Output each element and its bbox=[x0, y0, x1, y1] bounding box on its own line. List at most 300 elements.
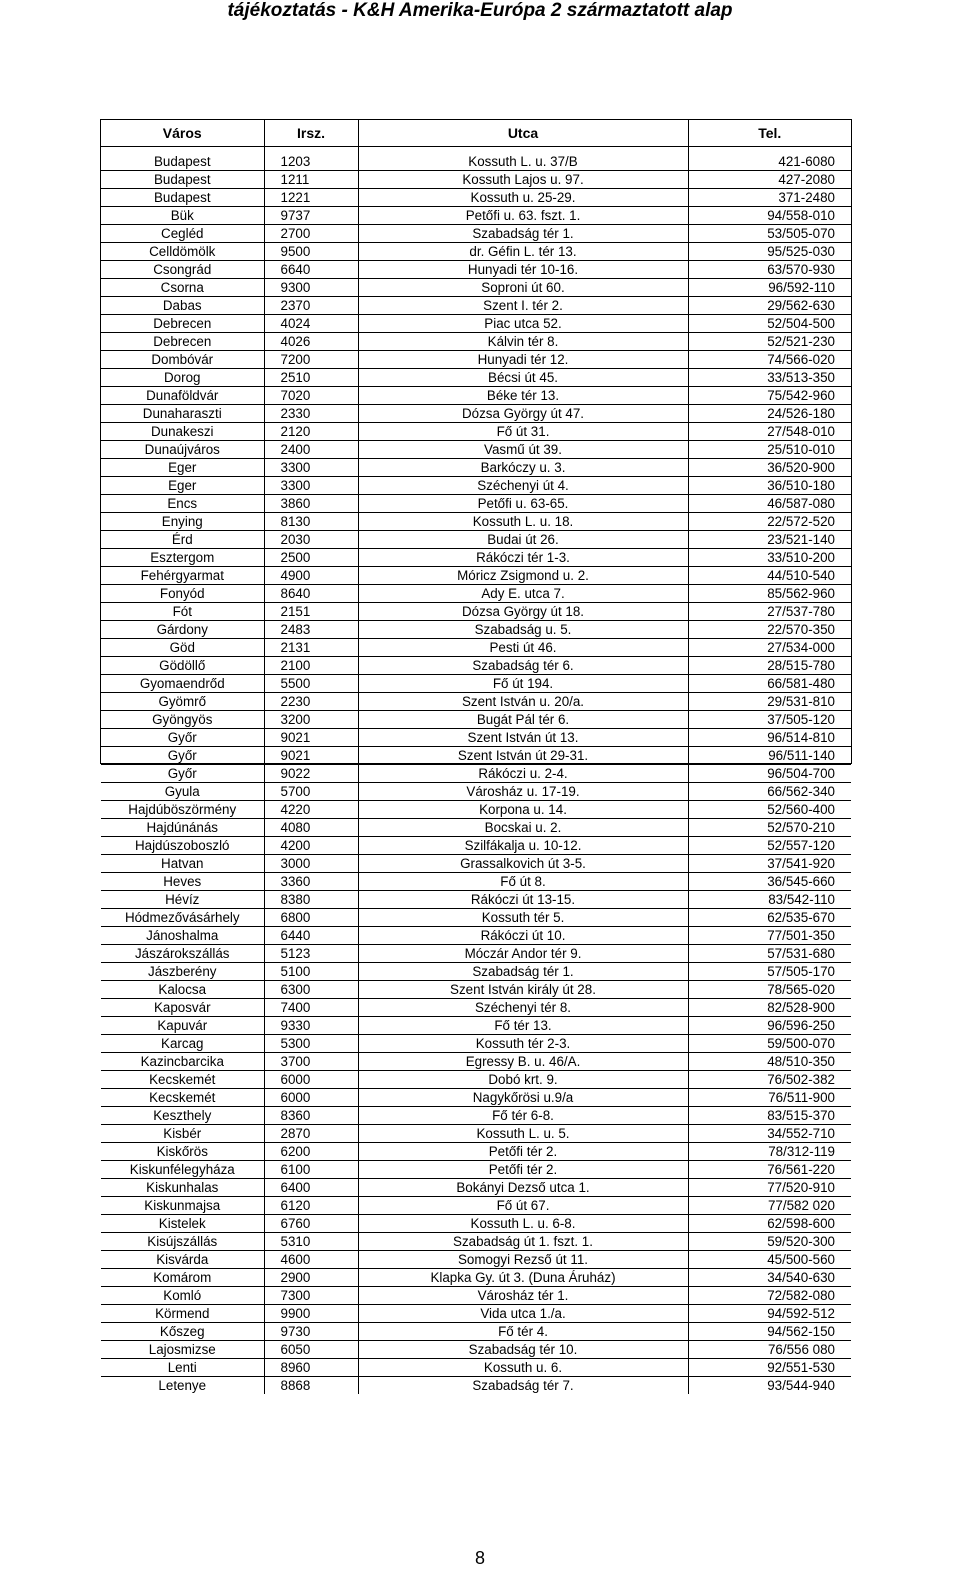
street-cell: Városház tér 1. bbox=[358, 1287, 688, 1305]
phone-cell: 94/562-150 bbox=[688, 1323, 851, 1341]
zip-cell: 9022 bbox=[264, 765, 358, 783]
city-cell: Hódmezővásárhely bbox=[101, 909, 264, 927]
table-row bbox=[101, 1035, 851, 1053]
table-row bbox=[101, 1053, 851, 1071]
city-cell: Kecskemét bbox=[101, 1071, 264, 1089]
table-row bbox=[101, 531, 851, 549]
city-cell: Jászberény bbox=[101, 963, 264, 981]
table-row bbox=[101, 1179, 851, 1197]
phone-cell: 37/505-120 bbox=[688, 711, 851, 729]
street-cell: Fő tér 13. bbox=[358, 1017, 688, 1035]
table-row bbox=[101, 909, 851, 927]
city-cell: Csongrád bbox=[101, 261, 264, 279]
table-row bbox=[101, 441, 851, 459]
table-row bbox=[101, 1269, 851, 1287]
city-cell: Gárdony bbox=[101, 621, 264, 639]
street-cell: Kossuth u. 6. bbox=[358, 1359, 688, 1377]
table-row bbox=[101, 189, 851, 207]
zip-cell: 8640 bbox=[264, 585, 358, 603]
street-cell: Szabadság tér 1. bbox=[358, 963, 688, 981]
phone-cell: 96/596-250 bbox=[688, 1017, 851, 1035]
phone-cell: 421-6080 bbox=[688, 153, 851, 171]
column-header-city: Város bbox=[101, 120, 264, 147]
city-cell: Érd bbox=[101, 531, 264, 549]
street-cell: Fő út 31. bbox=[358, 423, 688, 441]
phone-cell: 94/592-512 bbox=[688, 1305, 851, 1323]
table-row bbox=[101, 207, 851, 225]
phone-cell: 96/511-140 bbox=[688, 747, 851, 765]
table-row bbox=[101, 1341, 851, 1359]
city-cell: Budapest bbox=[101, 189, 264, 207]
street-cell: Szabadság tér 6. bbox=[358, 657, 688, 675]
city-cell: Hévíz bbox=[101, 891, 264, 909]
zip-cell: 6100 bbox=[264, 1161, 358, 1179]
phone-cell: 36/510-180 bbox=[688, 477, 851, 495]
zip-cell: 9021 bbox=[264, 729, 358, 747]
phone-cell: 29/562-630 bbox=[688, 297, 851, 315]
street-cell: Fő tér 6-8. bbox=[358, 1107, 688, 1125]
city-cell: Kiskőrös bbox=[101, 1143, 264, 1161]
city-cell: Heves bbox=[101, 873, 264, 891]
table-row bbox=[101, 225, 851, 243]
phone-cell: 33/513-350 bbox=[688, 369, 851, 387]
city-cell: Karcag bbox=[101, 1035, 264, 1053]
city-cell: Enying bbox=[101, 513, 264, 531]
zip-cell: 1221 bbox=[264, 189, 358, 207]
zip-cell: 6440 bbox=[264, 927, 358, 945]
zip-cell: 9730 bbox=[264, 1323, 358, 1341]
table-row bbox=[101, 783, 851, 801]
city-cell: Kazincbarcika bbox=[101, 1053, 264, 1071]
zip-cell: 2370 bbox=[264, 297, 358, 315]
table-row bbox=[101, 621, 851, 639]
street-cell: Szent István király út 28. bbox=[358, 981, 688, 999]
table-body bbox=[101, 153, 851, 1394]
street-cell: Rákóczi tér 1-3. bbox=[358, 549, 688, 567]
street-cell: Béke tér 13. bbox=[358, 387, 688, 405]
street-cell: Piac utca 52. bbox=[358, 315, 688, 333]
table-row bbox=[101, 315, 851, 333]
zip-cell: 7300 bbox=[264, 1287, 358, 1305]
street-cell: Vasmű út 39. bbox=[358, 441, 688, 459]
zip-cell: 9900 bbox=[264, 1305, 358, 1323]
phone-cell: 53/505-070 bbox=[688, 225, 851, 243]
city-cell: Kaposvár bbox=[101, 999, 264, 1017]
table-row bbox=[101, 711, 851, 729]
phone-cell: 83/515-370 bbox=[688, 1107, 851, 1125]
table-row bbox=[101, 1161, 851, 1179]
phone-cell: 427-2080 bbox=[688, 171, 851, 189]
zip-cell: 6760 bbox=[264, 1215, 358, 1233]
phone-cell: 23/521-140 bbox=[688, 531, 851, 549]
table-row bbox=[101, 981, 851, 999]
table-row bbox=[101, 549, 851, 567]
city-cell: Győr bbox=[101, 729, 264, 747]
table-row bbox=[101, 1125, 851, 1143]
table-row bbox=[101, 1323, 851, 1341]
city-cell: Győr bbox=[101, 765, 264, 783]
city-cell: Debrecen bbox=[101, 333, 264, 351]
phone-cell: 25/510-010 bbox=[688, 441, 851, 459]
zip-cell: 9300 bbox=[264, 279, 358, 297]
phone-cell: 93/544-940 bbox=[688, 1377, 851, 1395]
street-cell: Kossuth tér 5. bbox=[358, 909, 688, 927]
table-row bbox=[101, 153, 851, 171]
street-cell: Móczár Andor tér 9. bbox=[358, 945, 688, 963]
table-row bbox=[101, 387, 851, 405]
street-cell: Petőfi u. 63-65. bbox=[358, 495, 688, 513]
phone-cell: 57/505-170 bbox=[688, 963, 851, 981]
phone-cell: 82/528-900 bbox=[688, 999, 851, 1017]
table-row bbox=[101, 747, 851, 765]
table-row bbox=[101, 1071, 851, 1089]
phone-cell: 59/500-070 bbox=[688, 1035, 851, 1053]
phone-cell: 75/542-960 bbox=[688, 387, 851, 405]
phone-cell: 46/587-080 bbox=[688, 495, 851, 513]
table-row bbox=[101, 1251, 851, 1269]
column-header-street: Utca bbox=[358, 120, 688, 147]
table-row bbox=[101, 729, 851, 747]
phone-cell: 96/504-700 bbox=[688, 765, 851, 783]
zip-cell: 8380 bbox=[264, 891, 358, 909]
street-cell: Bugát Pál tér 6. bbox=[358, 711, 688, 729]
phone-cell: 48/510-350 bbox=[688, 1053, 851, 1071]
phone-cell: 52/560-400 bbox=[688, 801, 851, 819]
phone-cell: 77/501-350 bbox=[688, 927, 851, 945]
table-row bbox=[101, 1377, 851, 1395]
phone-cell: 28/515-780 bbox=[688, 657, 851, 675]
zip-cell: 6400 bbox=[264, 1179, 358, 1197]
zip-cell: 5300 bbox=[264, 1035, 358, 1053]
city-cell: Letenye bbox=[158, 1378, 207, 1393]
table-row bbox=[101, 693, 851, 711]
city-cell: Cegléd bbox=[101, 225, 264, 243]
zip-cell: 4900 bbox=[264, 567, 358, 585]
phone-cell: 96/592-110 bbox=[688, 279, 851, 297]
table-row bbox=[101, 477, 851, 495]
table-row bbox=[101, 1287, 851, 1305]
phone-cell: 76/561-220 bbox=[688, 1161, 851, 1179]
phone-cell: 59/520-300 bbox=[688, 1233, 851, 1251]
street-cell: Petőfi u. 63. fszt. 1. bbox=[358, 207, 688, 225]
zip-cell: 2330 bbox=[264, 405, 358, 423]
zip-cell: 4220 bbox=[264, 801, 358, 819]
street-cell: Rákóczi út 13-15. bbox=[358, 891, 688, 909]
city-cell: Kalocsa bbox=[101, 981, 264, 999]
zip-cell: 5500 bbox=[264, 675, 358, 693]
street-cell: Pesti út 46. bbox=[358, 639, 688, 657]
street-cell: Kossuth tér 2-3. bbox=[358, 1035, 688, 1053]
city-cell: Gyömrő bbox=[101, 693, 264, 711]
phone-cell: 45/500-560 bbox=[688, 1251, 851, 1269]
phone-cell: 33/510-200 bbox=[688, 549, 851, 567]
table-row bbox=[101, 297, 851, 315]
city-cell: Kistelek bbox=[101, 1215, 264, 1233]
zip-cell: 3000 bbox=[264, 855, 358, 873]
street-cell: Soproni út 60. bbox=[358, 279, 688, 297]
column-header-phone: Tel. bbox=[688, 120, 851, 147]
city-cell: Lenti bbox=[101, 1359, 264, 1377]
zip-cell: 3200 bbox=[264, 711, 358, 729]
zip-cell: 1203 bbox=[264, 153, 358, 171]
street-cell: Fő út 67. bbox=[358, 1197, 688, 1215]
street-cell: Szent István u. 20/a. bbox=[358, 693, 688, 711]
phone-cell: 27/548-010 bbox=[688, 423, 851, 441]
street-cell: Fő út 8. bbox=[358, 873, 688, 891]
phone-cell: 22/570-350 bbox=[688, 621, 851, 639]
city-cell: Göd bbox=[101, 639, 264, 657]
page-number: 8 bbox=[474, 1548, 485, 1568]
phone-cell: 34/552-710 bbox=[688, 1125, 851, 1143]
city-cell: Kiskunfélegyháza bbox=[101, 1161, 264, 1179]
city-cell: Bük bbox=[101, 207, 264, 225]
table-row bbox=[101, 855, 851, 873]
phone-cell: 96/514-810 bbox=[688, 729, 851, 747]
phone-cell: 34/540-630 bbox=[688, 1269, 851, 1287]
city-cell: Encs bbox=[101, 495, 264, 513]
phone-cell: 24/526-180 bbox=[688, 405, 851, 423]
city-cell: Celldömölk bbox=[101, 243, 264, 261]
street-cell: Szilfákalja u. 10-12. bbox=[358, 837, 688, 855]
phone-cell: 76/502-382 bbox=[688, 1071, 851, 1089]
table-row bbox=[101, 495, 851, 513]
street-cell: Fő út 194. bbox=[358, 675, 688, 693]
zip-cell: 2030 bbox=[264, 531, 358, 549]
phone-cell: 95/525-030 bbox=[688, 243, 851, 261]
table-row bbox=[101, 1215, 851, 1233]
table-row bbox=[101, 873, 851, 891]
zip-cell: 6200 bbox=[264, 1143, 358, 1161]
zip-cell: 7400 bbox=[264, 999, 358, 1017]
city-cell: Kapuvár bbox=[101, 1017, 264, 1035]
phone-cell: 29/531-810 bbox=[688, 693, 851, 711]
street-cell: Dobó krt. 9. bbox=[358, 1071, 688, 1089]
table-row bbox=[101, 1197, 851, 1215]
zip-cell: 2900 bbox=[264, 1269, 358, 1287]
street-cell: Hunyadi tér 10-16. bbox=[358, 261, 688, 279]
phone-cell: 83/542-110 bbox=[688, 891, 851, 909]
phone-cell: 62/535-670 bbox=[688, 909, 851, 927]
phone-cell: 78/312-119 bbox=[688, 1143, 851, 1161]
street-cell: Szent István út 13. bbox=[358, 729, 688, 747]
table-row bbox=[101, 1017, 851, 1035]
phone-cell: 36/520-900 bbox=[688, 459, 851, 477]
zip-cell: 2100 bbox=[264, 657, 358, 675]
street-cell: Dózsa György út 47. bbox=[358, 405, 688, 423]
city-cell: Gyula bbox=[101, 783, 264, 801]
street-cell: Nagykőrösi u.9/a bbox=[358, 1089, 688, 1107]
table-row bbox=[101, 243, 851, 261]
street-cell: Somogyi Rezső út 11. bbox=[358, 1251, 688, 1269]
phone-cell: 52/570-210 bbox=[688, 819, 851, 837]
street-cell: Barkóczy u. 3. bbox=[358, 459, 688, 477]
phone-cell: 52/521-230 bbox=[688, 333, 851, 351]
phone-cell: 78/565-020 bbox=[688, 981, 851, 999]
street-cell: Rákóczi u. 2-4. bbox=[358, 765, 688, 783]
zip-cell: 1211 bbox=[264, 171, 358, 189]
column-header-zip: Irsz. bbox=[264, 120, 358, 147]
city-cell: Keszthely bbox=[101, 1107, 264, 1125]
table-row bbox=[101, 171, 851, 189]
city-cell: Budapest bbox=[101, 153, 264, 171]
zip-cell: 6300 bbox=[264, 981, 358, 999]
zip-cell: 6640 bbox=[264, 261, 358, 279]
street-cell: Kossuth L. u. 37/B bbox=[358, 153, 688, 171]
city-cell: Jánoshalma bbox=[101, 927, 264, 945]
phone-cell: 76/556 080 bbox=[688, 1341, 851, 1359]
zip-cell: 2510 bbox=[264, 369, 358, 387]
table-row bbox=[101, 1359, 851, 1377]
zip-cell: 6000 bbox=[264, 1089, 358, 1107]
zip-cell: 8960 bbox=[264, 1359, 358, 1377]
city-cell: Lajosmizse bbox=[101, 1341, 264, 1359]
street-cell: Szabadság út 1. fszt. 1. bbox=[358, 1233, 688, 1251]
street-cell: Kossuth L. u. 5. bbox=[358, 1125, 688, 1143]
phone-cell: 52/504-500 bbox=[688, 315, 851, 333]
branch-table bbox=[101, 120, 851, 1394]
phone-cell: 66/562-340 bbox=[688, 783, 851, 801]
phone-cell: 77/582 020 bbox=[688, 1197, 851, 1215]
zip-cell: 4200 bbox=[264, 837, 358, 855]
street-cell: Városház u. 17-19. bbox=[358, 783, 688, 801]
city-cell: Gyomaendrőd bbox=[101, 675, 264, 693]
table-row bbox=[101, 1089, 851, 1107]
city-cell: Fonyód bbox=[101, 585, 264, 603]
zip-cell: 9021 bbox=[264, 747, 358, 765]
table-row bbox=[101, 261, 851, 279]
street-cell: Petőfi tér 2. bbox=[358, 1161, 688, 1179]
city-cell: Eger bbox=[101, 477, 264, 495]
table-row bbox=[101, 945, 851, 963]
zip-cell: 6800 bbox=[264, 909, 358, 927]
city-cell: Kisvárda bbox=[101, 1251, 264, 1269]
phone-cell: 27/534-000 bbox=[688, 639, 851, 657]
street-cell: Széchenyi tér 8. bbox=[358, 999, 688, 1017]
street-cell: Móricz Zsigmond u. 2. bbox=[358, 567, 688, 585]
table-row bbox=[101, 1233, 851, 1251]
zip-cell: 2400 bbox=[264, 441, 358, 459]
city-cell: Hajdúszoboszló bbox=[101, 837, 264, 855]
zip-cell: 6000 bbox=[264, 1071, 358, 1089]
table-row bbox=[101, 513, 851, 531]
city-cell: Esztergom bbox=[101, 549, 264, 567]
zip-cell: 2230 bbox=[264, 693, 358, 711]
phone-cell: 44/510-540 bbox=[688, 567, 851, 585]
table-row bbox=[101, 999, 851, 1017]
zip-cell: 2870 bbox=[264, 1125, 358, 1143]
zip-cell: 7200 bbox=[264, 351, 358, 369]
zip-cell: 9500 bbox=[264, 243, 358, 261]
city-cell: Hajdúböszörmény bbox=[101, 801, 264, 819]
phone-cell: 62/598-600 bbox=[688, 1215, 851, 1233]
table-row bbox=[101, 927, 851, 945]
city-cell: Hajdúnánás bbox=[101, 819, 264, 837]
zip-cell: 7020 bbox=[264, 387, 358, 405]
street-cell: Szent I. tér 2. bbox=[358, 297, 688, 315]
street-cell: Kossuth L. u. 6-8. bbox=[358, 1215, 688, 1233]
phone-cell: 92/551-530 bbox=[688, 1359, 851, 1377]
zip-cell: 4026 bbox=[264, 333, 358, 351]
zip-cell: 2151 bbox=[264, 603, 358, 621]
phone-cell: 371-2480 bbox=[688, 189, 851, 207]
street-cell: Bocskai u. 2. bbox=[358, 819, 688, 837]
city-cell: Kecskemét bbox=[101, 1089, 264, 1107]
table-header-row bbox=[101, 120, 851, 147]
document-title: tájékoztatás - K&H Amerika-Európa 2 származtatott alap bbox=[227, 0, 733, 21]
city-cell: Fót bbox=[101, 603, 264, 621]
city-cell: Győr bbox=[101, 747, 264, 765]
table-row bbox=[101, 837, 851, 855]
street-cell: Szabadság tér 10. bbox=[358, 1341, 688, 1359]
city-cell: Csorna bbox=[101, 279, 264, 297]
city-cell: Komló bbox=[101, 1287, 264, 1305]
street-cell: Ady E. utca 7. bbox=[358, 585, 688, 603]
table-row bbox=[101, 423, 851, 441]
street-cell: Klapka Gy. út 3. (Duna Áruház) bbox=[358, 1269, 688, 1287]
city-cell: Budapest bbox=[101, 171, 264, 189]
city-cell: Kiskunmajsa bbox=[101, 1197, 264, 1215]
zip-cell: 4600 bbox=[264, 1251, 358, 1269]
street-cell: Bécsi út 45. bbox=[358, 369, 688, 387]
zip-cell: 9737 bbox=[264, 207, 358, 225]
zip-cell: 2700 bbox=[264, 225, 358, 243]
zip-cell: 8868 bbox=[264, 1377, 358, 1395]
city-cell: Dabas bbox=[101, 297, 264, 315]
phone-cell: 66/581-480 bbox=[688, 675, 851, 693]
phone-cell: 74/566-020 bbox=[688, 351, 851, 369]
city-cell: Kisbér bbox=[101, 1125, 264, 1143]
city-cell: Dombóvár bbox=[101, 351, 264, 369]
street-cell: Bokányi Dezső utca 1. bbox=[358, 1179, 688, 1197]
city-cell: Kőszeg bbox=[101, 1323, 264, 1341]
zip-cell: 3300 bbox=[264, 459, 358, 477]
table-row bbox=[101, 459, 851, 477]
city-cell: Eger bbox=[101, 459, 264, 477]
street-cell: Hunyadi tér 12. bbox=[358, 351, 688, 369]
phone-cell: 37/541-920 bbox=[688, 855, 851, 873]
zip-cell: 8360 bbox=[264, 1107, 358, 1125]
street-cell: dr. Géfin L. tér 13. bbox=[358, 243, 688, 261]
zip-cell: 3360 bbox=[264, 873, 358, 891]
street-cell: Grassalkovich út 3-5. bbox=[358, 855, 688, 873]
city-cell: Kisújszállás bbox=[101, 1233, 264, 1251]
zip-cell: 5310 bbox=[264, 1233, 358, 1251]
city-cell: Körmend bbox=[101, 1305, 264, 1323]
zip-cell: 2483 bbox=[264, 621, 358, 639]
zip-cell: 3300 bbox=[264, 477, 358, 495]
table-row bbox=[101, 567, 851, 585]
zip-cell: 5700 bbox=[264, 783, 358, 801]
city-cell: Dunaújváros bbox=[101, 441, 264, 459]
city-cell: Debrecen bbox=[101, 315, 264, 333]
table-row bbox=[101, 405, 851, 423]
zip-cell: 8130 bbox=[264, 513, 358, 531]
phone-cell: 22/572-520 bbox=[688, 513, 851, 531]
table-row bbox=[101, 891, 851, 909]
phone-cell: 76/511-900 bbox=[688, 1089, 851, 1107]
city-cell: Dunakeszi bbox=[101, 423, 264, 441]
street-cell: Kálvin tér 8. bbox=[358, 333, 688, 351]
zip-cell: 3860 bbox=[264, 495, 358, 513]
phone-cell: 57/531-680 bbox=[688, 945, 851, 963]
table-row bbox=[101, 657, 851, 675]
street-cell: Egressy B. u. 46/A. bbox=[358, 1053, 688, 1071]
city-cell: Gyöngyös bbox=[101, 711, 264, 729]
phone-cell: 63/570-930 bbox=[688, 261, 851, 279]
table-row bbox=[101, 963, 851, 981]
phone-cell: 85/562-960 bbox=[688, 585, 851, 603]
zip-cell: 9330 bbox=[264, 1017, 358, 1035]
